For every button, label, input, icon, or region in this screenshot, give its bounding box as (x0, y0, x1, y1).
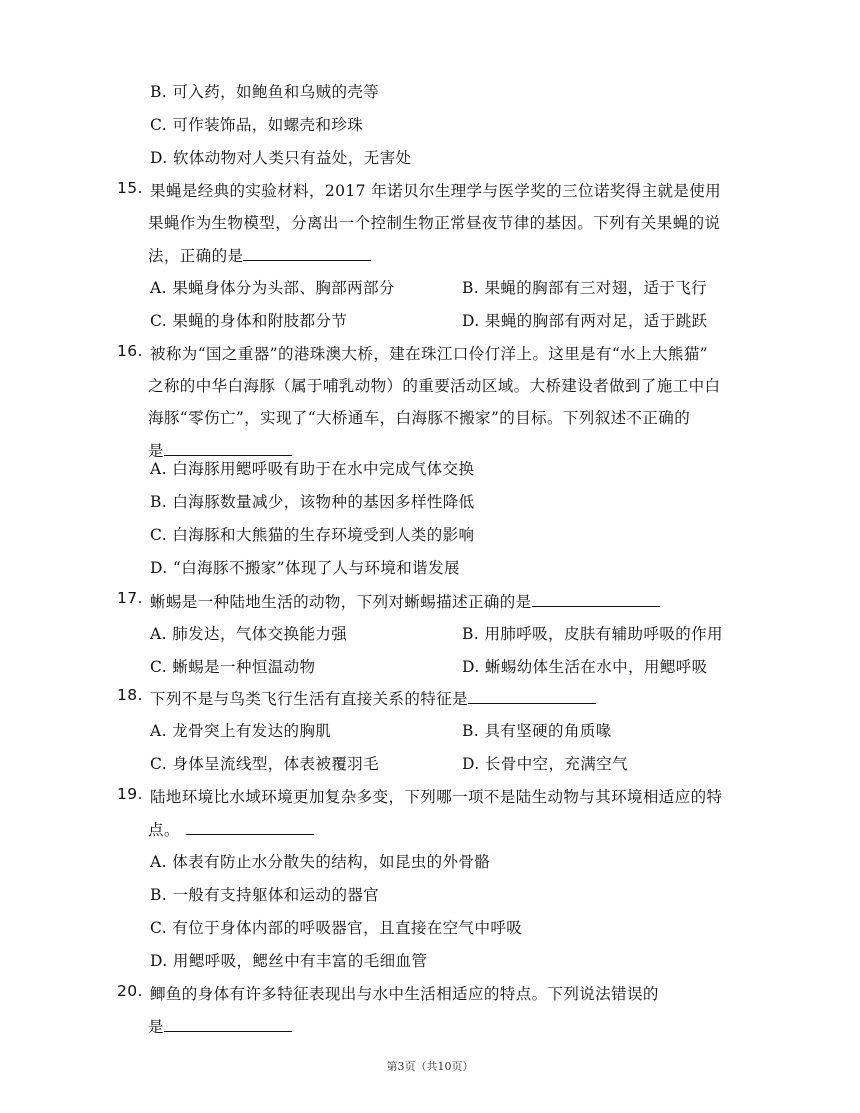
q16-text-line-3: 海豚“零伤亡”，实现了“大桥通车，白海豚不搬家”的目标。下列叙述不正确的 (148, 409, 691, 427)
q16-text-line-2: 之称的中华白海豚（属于哺乳动物）的重要活动区域。大桥建设者做到了施工中白 (148, 377, 721, 395)
q15-option-c: C. 果蝇的身体和附肢都分节 (150, 312, 348, 330)
q19-text-line-2-text: 点。 (148, 821, 180, 839)
q17-text-content: 蜥蜴是一种陆地生活的动物，下列对蜥蜴描述正确的是 (150, 593, 532, 611)
q19-option-d: D. 用鳃呼吸，鳃丝中有丰富的毛细血管 (150, 952, 428, 970)
q17-answer-blank[interactable] (532, 589, 660, 607)
q17-number: 17. (117, 589, 143, 607)
q14-option-b: B. 可入药，如鲍鱼和乌贼的壳等 (150, 83, 380, 101)
q19-text-line-1: 陆地环境比水域环境更加复杂多变，下列哪一项不是陆生动物与其环境相适应的特 (150, 788, 723, 806)
q18-option-b: B. 具有坚硬的角质喙 (462, 722, 612, 740)
q15-option-b: B. 果蝇的胸部有三对翅，适于飞行 (462, 279, 708, 297)
q16-text-line-1: 被称为“国之重器”的港珠澳大桥，建在珠江口伶仃洋上。这里是有“水上大熊猫” (150, 345, 708, 363)
q16-option-a: A. 白海豚用鳃呼吸有助于在水中完成气体交换 (150, 460, 475, 478)
q17-text (150, 589, 660, 612)
q14-option-d: D. 软体动物对人类只有益处，无害处 (150, 149, 412, 167)
q15-number: 15. (117, 179, 143, 197)
q20-number: 20. (117, 982, 143, 1000)
q18-option-a: A. 龙骨突上有发达的胸肌 (150, 722, 332, 740)
q19-answer-blank[interactable] (186, 817, 314, 835)
q19-option-b: B. 一般有支持躯体和运动的器官 (150, 886, 380, 904)
q15-text-line-3 (148, 243, 371, 266)
q16-option-d: D. “白海豚不搬家”体现了人与环境和谐发展 (150, 559, 460, 577)
q19-number: 19. (117, 785, 143, 803)
q17-option-a: A. 肺发达，气体交换能力强 (150, 625, 348, 643)
q19-option-c: C. 有位于身体内部的呼吸器官，且直接在空气中呼吸 (150, 919, 523, 937)
q20-text-line-1: 鲫鱼的身体有许多特征表现出与水中生活相适应的特点。下列说法错误的 (150, 985, 659, 1003)
q18-text-content: 下列不是与鸟类飞行生活有直接关系的特征是 (150, 690, 469, 708)
q15-text-line-1: 果蝇是经典的实验材料，2017 年诺贝尔生理学与医学奖的三位诺奖得主就是使用 (150, 182, 722, 200)
q16-answer-blank[interactable] (164, 438, 292, 456)
q15-answer-blank[interactable] (243, 243, 371, 261)
q19-option-a: A. 体表有防止水分散失的结构，如昆虫的外骨骼 (150, 853, 491, 871)
q18-text (150, 686, 596, 709)
q20-answer-blank[interactable] (164, 1014, 292, 1032)
q20-text-line-2-text: 是 (148, 1018, 164, 1036)
q15-option-a: A. 果蝇身体分为头部、胸部两部分 (150, 279, 395, 297)
q16-option-c: C. 白海豚和大熊猫的生存环境受到人类的影响 (150, 526, 475, 544)
q16-option-b: B. 白海豚数量减少，该物种的基因多样性降低 (150, 493, 475, 511)
q15-text-line-2: 果蝇作为生物模型，分离出一个控制生物正常昼夜节律的基因。下列有关果蝇的说 (148, 214, 721, 232)
q15-option-d: D. 果蝇的胸部有两对足，适于跳跃 (462, 312, 708, 330)
q16-text-line-4-text: 是 (148, 442, 164, 460)
q18-option-d: D. 长骨中空，充满空气 (462, 755, 629, 773)
q18-answer-blank[interactable] (468, 686, 596, 704)
q15-text-line-3-text: 法，正确的是 (148, 247, 244, 265)
q17-option-c: C. 蜥蜴是一种恒温动物 (150, 658, 316, 676)
q14-option-c: C. 可作装饰品，如螺壳和珍珠 (150, 116, 364, 134)
q18-number: 18. (117, 686, 143, 704)
q17-option-b: B. 用肺呼吸，皮肤有辅助呼吸的作用 (462, 625, 723, 643)
q19-text-line-2 (148, 817, 314, 840)
page-footer: 第3页（共10页） (386, 1060, 474, 1073)
q17-option-d: D. 蜥蜴幼体生活在水中，用鳃呼吸 (462, 658, 708, 676)
q18-option-c: C. 身体呈流线型，体表被覆羽毛 (150, 755, 380, 773)
q16-number: 16. (117, 342, 143, 360)
q20-text-line-2 (148, 1014, 292, 1037)
